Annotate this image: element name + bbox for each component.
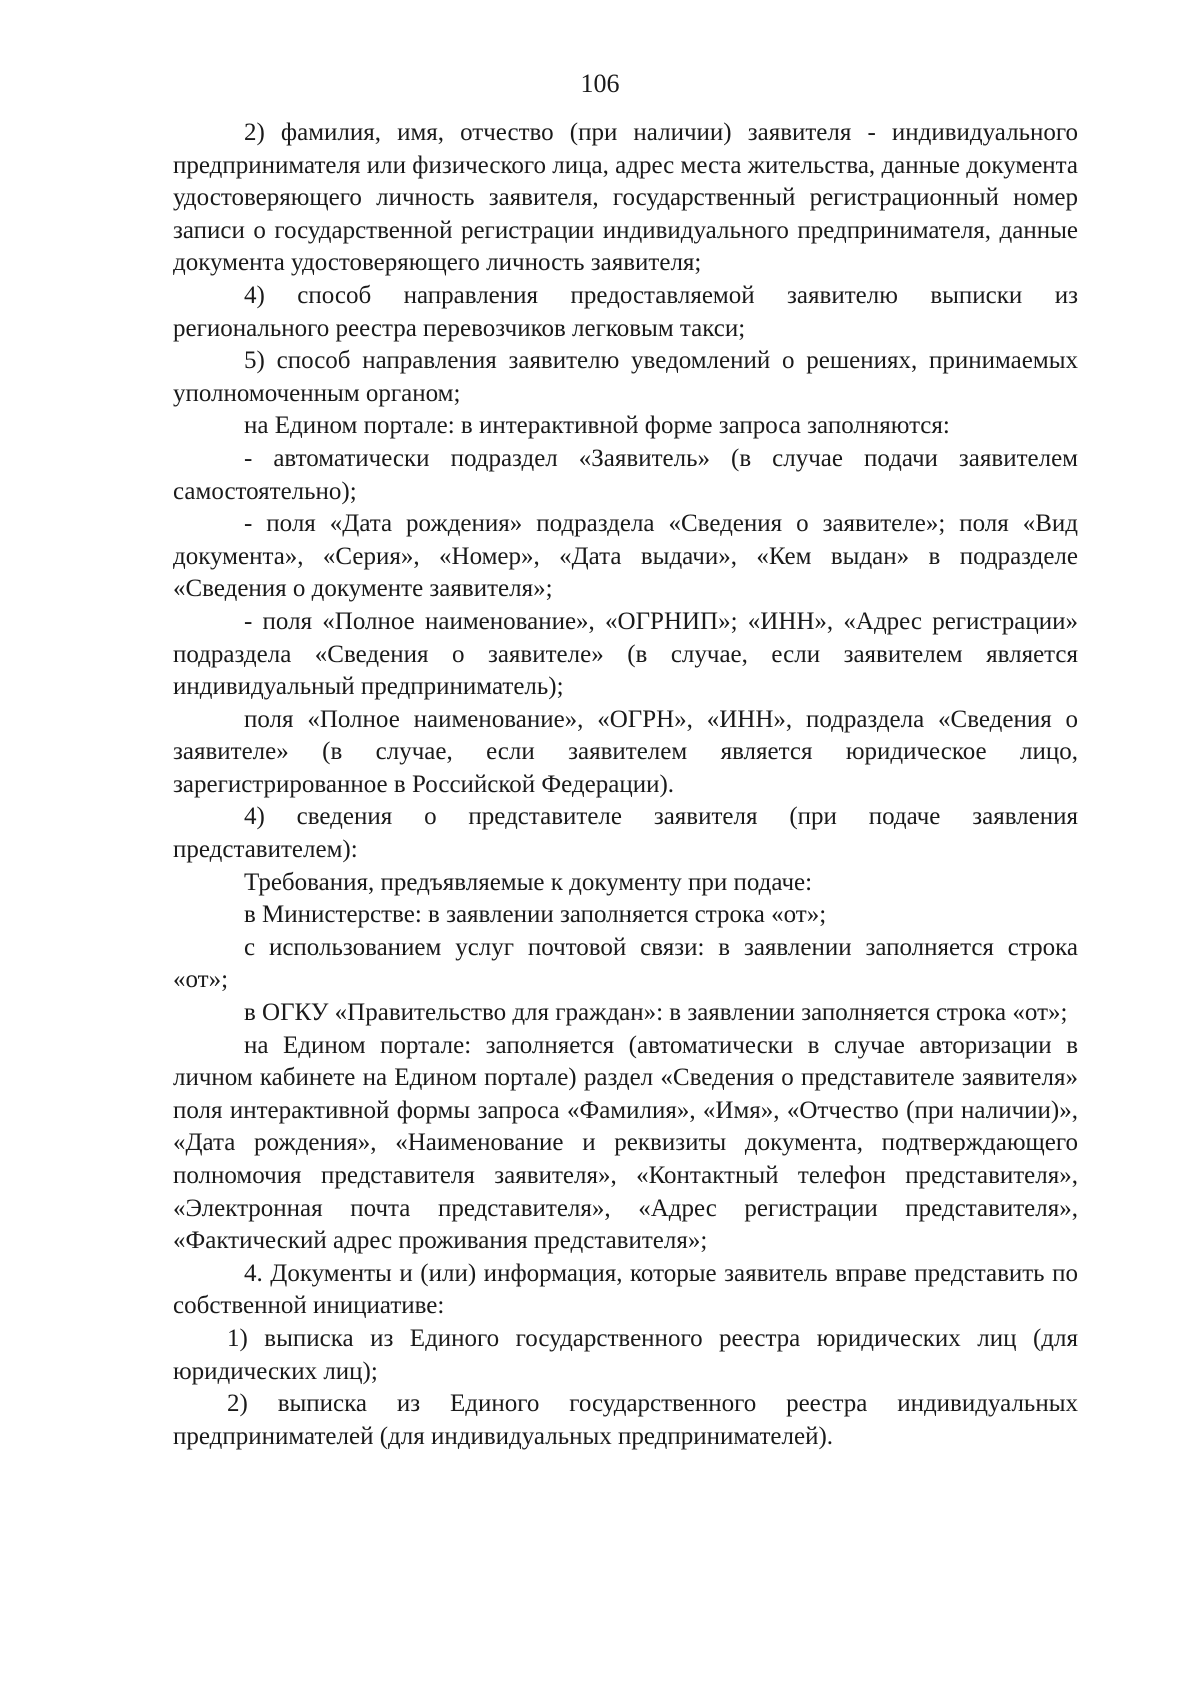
paragraph-own-initiative-documents: 4. Документы и (или) информация, которые заявитель вправе представить по собственной инициативе: bbox=[173, 1259, 1078, 1320]
paragraph-extract-delivery-method: 4) способ направления предоставляемой заявителю выписки из регионального реестра перевозчиков легковым такси; bbox=[173, 281, 1078, 342]
paragraph-portal-form-intro: на Едином портале: в интерактивной форме запроса заполняются: bbox=[244, 412, 950, 440]
paragraph-portal-representative: на Едином портале: заполняется (автоматически в случае авторизации в личном кабинете на Едином портале) раздел «Сведения о представителе заявителя» поля интерактивной формы запроса «Фамилия», «Имя», «Отчество (при наличии)», «Дата рождения», «Наименование и реквизиты документа, подтверждающего полномочия представителя заявителя», «Контактный телефон представителя», «Электронная почта представителя», «Адрес регистрации представителя», «Фактический адрес проживания представителя»; bbox=[173, 1031, 1078, 1255]
page-number: 106 bbox=[580, 69, 620, 98]
paragraph-legal-entity-fields: поля «Полное наименование», «ОГРН», «ИНН», подраздела «Сведения о заявителе» (в случае, если заявителем является юридическое лицо, зарегистрированное в Российской Федерации). bbox=[173, 705, 1078, 798]
paragraph-auto-applicant-section: - автоматически подраздел «Заявитель» (в случае подачи заявителем самостоятельно); bbox=[173, 444, 1078, 505]
paragraph-postal: с использованием услуг почтовой связи: в заявлении заполняется строка «от»; bbox=[173, 933, 1078, 994]
paragraph-applicant-name: 2) фамилия, имя, отчество (при наличии) заявителя - индивидуального предпринимателя или физического лица, адрес места жительства, данные документа удостоверяющего личность заявителя, государственный регистрационный номер записи о государственной регистрации индивидуального предпринимателя, данные документа удостоверяющего личность заявителя; bbox=[173, 119, 1078, 277]
paragraph-ministry: в Министерстве: в заявлении заполняется строка «от»; bbox=[244, 901, 827, 929]
document-body bbox=[173, 117, 1078, 1453]
paragraph-egrul-extract: 1) выписка из Единого государственного реестра юридических лиц (для юридических лиц); bbox=[173, 1324, 1078, 1385]
paragraph-notification-method: 5) способ направления заявителю уведомлений о решениях, принимаемых уполномоченным органом; bbox=[173, 347, 1078, 407]
paragraph-egrip-extract: 2) выписка из Единого государственного реестра индивидуальных предпринимателей (для индивидуальных предпринимателей). bbox=[173, 1390, 1078, 1450]
paragraph-entrepreneur-fields: - поля «Полное наименование», «ОГРНИП»; «ИНН», «Адрес регистрации» подраздела «Сведения о заявителе» (в случае, если заявителем является индивидуальный предприниматель); bbox=[173, 607, 1078, 701]
paragraph-ogku: в ОГКУ «Правительство для граждан»: в заявлении заполняется строка «от»; bbox=[244, 999, 1068, 1027]
paragraph-birth-date-fields: - поля «Дата рождения» подраздела «Сведения о заявителе»; поля «Вид документа», «Серия», «Номер», «Дата выдачи», «Кем выдан» в подразделе «Сведения о документе заявителя»; bbox=[173, 510, 1078, 603]
paragraph-representative-info: 4) сведения о представителе заявителя (при подаче заявления представителем): bbox=[173, 803, 1078, 864]
paragraph-submission-requirements: Требования, предъявляемые к документу при подаче: bbox=[244, 868, 813, 896]
